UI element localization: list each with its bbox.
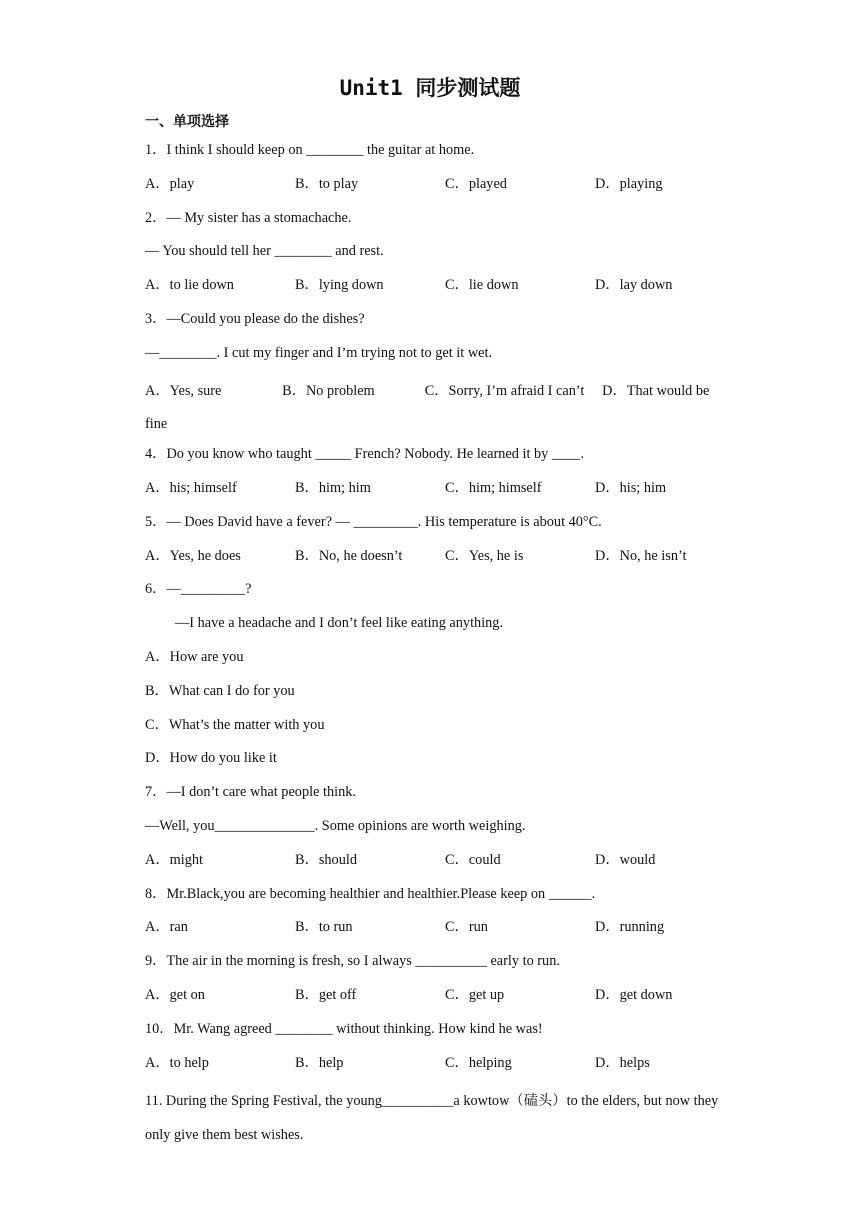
question-10-stem: 10．Mr. Wang agreed ________ without thinking. How kind he was! <box>145 1020 543 1037</box>
option: A．get on <box>145 986 205 1003</box>
question-10-options <box>145 1051 720 1085</box>
option: D．his; him <box>595 479 667 496</box>
option: D．How do you like it <box>145 750 277 767</box>
option: A．might <box>145 851 203 868</box>
option: B．to run <box>295 919 353 936</box>
question-2-options <box>145 273 720 307</box>
option: A．How are you <box>145 648 244 665</box>
option: D．playing <box>595 175 663 192</box>
option: C．run <box>445 919 488 936</box>
option: B．help <box>295 1054 344 1071</box>
option: B．get off <box>295 986 357 1003</box>
option: B．What can I do for you <box>145 682 295 699</box>
option: A．play <box>145 175 195 192</box>
option: A．to help <box>145 1054 209 1071</box>
question-6-line2: —I have a headache and I don’t feel like eating anything. <box>175 615 504 632</box>
option: C．get up <box>445 986 505 1003</box>
option: D．helps <box>595 1054 650 1071</box>
option: C．helping <box>445 1054 512 1071</box>
question-2-stem: 2．— My sister has a stomachache. <box>145 209 352 226</box>
question-8-options <box>145 915 720 949</box>
option: D．running <box>595 919 665 936</box>
question-9-options <box>145 983 720 1017</box>
option: D．get down <box>595 986 673 1003</box>
question-3-stem: 3．—Could you please do the dishes? <box>145 310 365 327</box>
option: D．No, he isn’t <box>595 547 687 564</box>
option: B．to play <box>295 175 359 192</box>
option: A．to lie down <box>145 277 234 294</box>
option: D．would <box>595 851 656 868</box>
page-title: Unit1 同步测试题 <box>339 76 521 100</box>
option: A．Yes, he does <box>145 547 241 564</box>
question-7-line2: —Well, you______________. Some opinions are worth weighing. <box>145 817 526 834</box>
question-4-options <box>145 476 720 510</box>
question-7-options <box>145 848 720 882</box>
option: D．lay down <box>595 277 673 294</box>
option: B．should <box>295 851 357 868</box>
option: C．What’s the matter with you <box>145 716 325 733</box>
option: C．Yes, he is <box>445 547 524 564</box>
question-4-stem: 4．Do you know who taught _____ French? Nobody. He learned it by ____. <box>145 446 585 463</box>
option: B．No, he doesn’t <box>295 547 403 564</box>
option: B．lying down <box>295 277 384 294</box>
question-9-stem: 9．The air in the morning is fresh, so I always __________ early to run. <box>145 953 560 970</box>
question-5-stem: 5．— Does David have a fever? — _________. His temperature is about 40°C. <box>145 513 602 530</box>
question-2-line2: — You should tell her ________ and rest. <box>145 243 384 260</box>
question-3-options: A．Yes, sure B．No problem C．Sorry, I’m afraid I can’t D．That would be fine <box>145 382 713 433</box>
option: C．played <box>445 175 507 192</box>
question-11-stem: 11. During the Spring Festival, the young__________a kowtow（磕头）to the elders, but now they only give them best wishes. <box>145 1093 719 1144</box>
question-3-line2: —________. I cut my finger and I’m trying not to get it wet. <box>145 344 493 361</box>
question-1-stem: 1．I think I should keep on ________ the guitar at home. <box>145 142 475 158</box>
question-8-stem: 8．Mr.Black,you are becoming healthier and healthier.Please keep on ______. <box>145 885 596 902</box>
option: A．his; himself <box>145 479 237 496</box>
option: C．lie down <box>445 277 519 294</box>
question-list <box>145 138 720 1152</box>
option: B．him; him <box>295 479 371 496</box>
option: C．could <box>445 851 501 868</box>
question-5-options <box>145 544 720 578</box>
question-1-options <box>145 172 720 206</box>
option: A．ran <box>145 919 188 936</box>
question-7-stem: 7．—I don’t care what people think. <box>145 784 356 801</box>
section-heading: 一、单项选择 <box>145 114 229 130</box>
question-6-stem: 6．—_________? <box>145 581 252 598</box>
option: C．him; himself <box>445 479 542 496</box>
